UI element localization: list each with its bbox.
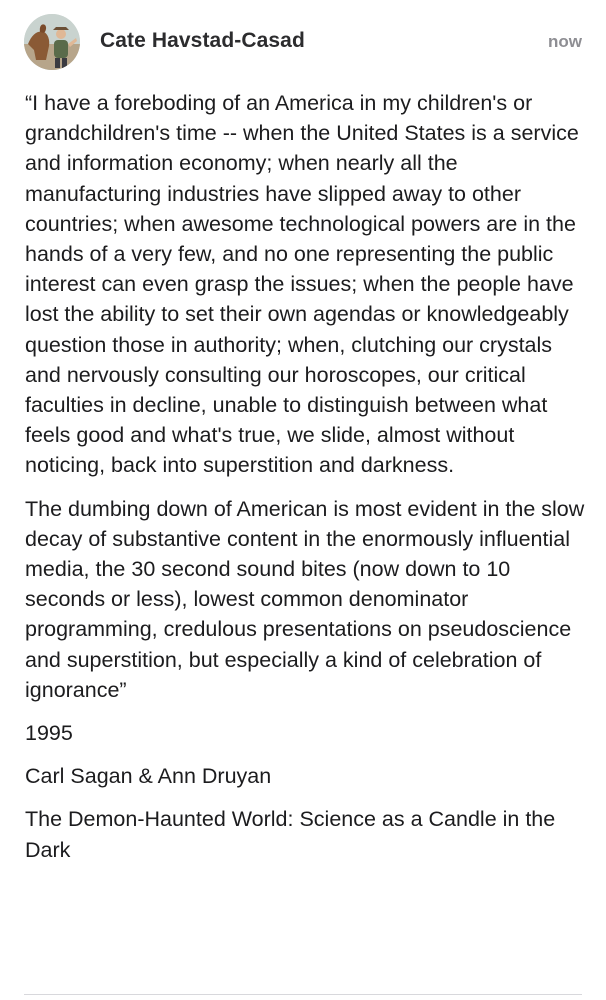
post-timestamp: now (548, 32, 582, 51)
post-divider (24, 994, 582, 995)
quote-year: 1995 (25, 721, 73, 746)
quote-paragraph-1: “I have a foreboding of an America in my children's or grandchildren's time -- when the United States is a service and information economy; when nearly all the manufacturing industries have slipped away to other countries; when awesome technological powers are in the hands of a very few, and no one representing the public interest can even grasp the issues; when the people have lost the ability to set their own agendas or knowledgeably question those in authority; when, clutching our crystals and nervously consulting our horoscopes, our critical faculties in decline, unable to distinguish between what feels good and what's true, we slide, almost without noticing, back into superstition and darkness. (25, 91, 579, 478)
quote-authors: Carl Sagan & Ann Druyan (25, 764, 272, 789)
quote-paragraph-2: The dumbing down of American is most evident in the slow decay of substantive content in the enormously influential media, the 30 second sound bites (now down to 10 seconds or less), lowest common denominator programming, credulous presentations on pseudoscience and superstition, but especially a kind of celebration of ignorance” (25, 496, 585, 702)
profile-photo-icon (24, 14, 80, 70)
author-name[interactable]: Cate Havstad-Casad (100, 29, 305, 52)
quote-source-title: The Demon-Haunted World: Science as a Candle in the Dark (25, 807, 556, 862)
avatar[interactable] (24, 14, 80, 70)
post-header (24, 14, 584, 70)
post-body (25, 88, 585, 878)
